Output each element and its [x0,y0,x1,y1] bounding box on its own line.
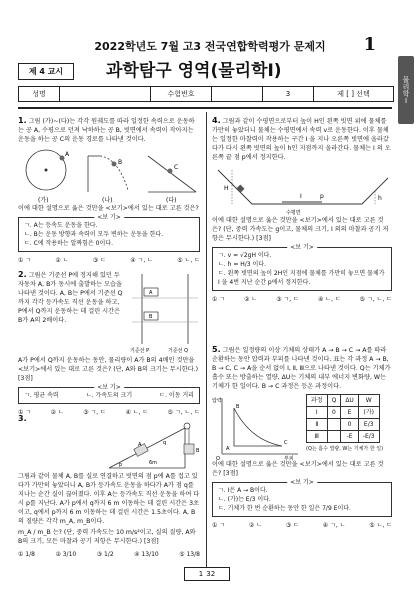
bogi-box [212,244,392,291]
q3-figure [105,414,199,472]
choice-4[interactable]: ④ ㄴ, ㄷ [317,296,341,303]
bogi-item: ㄱ. 평균 속력 [24,392,59,399]
table-cell [327,431,341,443]
choice-3[interactable]: ③ 1/2 [96,551,114,558]
table-header: Q [327,395,341,407]
table-cell: -E/3 [358,431,379,443]
subject-side-tab: 물리학Ⅰ [398,56,414,124]
bogi-box [18,384,200,404]
name-field[interactable] [60,87,151,101]
table-row [307,431,380,443]
line-q-label: 기준선 Q [168,348,189,354]
choice-3[interactable]: ③ ㄷ [285,522,299,529]
table-cell: Ⅰ [307,407,328,419]
select-label: 제 [ ] 선택 [337,90,370,98]
fig-label: (다) [166,197,177,204]
question-1 [18,116,200,265]
choice-1[interactable]: ① 1/8 [18,551,35,558]
table-cell: E/3 [358,419,379,431]
question-2 [18,270,200,417]
q5-pv-graph [212,394,300,460]
bogi-box [18,214,200,252]
bogi-item: ㄱ. v = √2gH 이다. [218,252,272,259]
q2-figure [128,270,200,354]
question-prompt: 이에 대한 설명으로 옳은 것만을 <보기>에서 있는 대로 고른 것은? (단, 중력 가속도는 g이고, 물체의 크기, I 외의 마찰과 공기 저항은 무시한다.) [3점] [212,217,389,242]
question-number: 4. [212,116,221,125]
block-b-label: B [196,448,200,454]
bogi-item: ㄴ. 가속도의 크기 [85,392,133,399]
region-label: I [300,193,302,200]
choice-4[interactable]: ④ ㄱ, ㄴ [130,257,153,264]
question-text-2: A가 P에서 Q까지 운동하는 동안, 물리량이 A가 B의 4배인 것만을 <보기>에서 있는 대로 고른 것은? (단, A와 B의 크기는 무시한다.) [3점] [18,357,199,382]
header-divider [18,107,392,109]
exam-no-label: 수험번호 [151,87,212,101]
axis-volume-label: 부피 [284,456,294,462]
bogi-item: ㄷ. 왼쪽 빗면의 높이 2H인 지점에 물체를 가만히 놓으면 물체가 I 을 4번 지난 순간 p에서 정지한다. [218,270,385,286]
ground-label: 수평면 [286,210,301,216]
current-page: 1 [198,570,204,578]
choice-1[interactable]: ① ㄱ [18,257,32,264]
question-text: 그림은 기준선 P에 정지해 있던 두 자동차 A, B가 동시에 출발하는 모습을 나타낸 것이다. A, B는 P에서 기준선 Q까지 각각 등가속도 직선 운동을 하고, P에서 Q까지 운동하는 데 걸린 시간은 B가 A의 2배이다. [18,272,123,324]
exam-title: 2022학년도 7월 고3 전국연합학력평가 문제지 [94,40,326,53]
point-label: B [118,159,123,166]
question-3 [18,414,200,559]
state-b-label: B [236,404,240,410]
choice-2[interactable]: ② ㄴ [55,257,69,264]
page-number: 1 [363,34,376,55]
question-number: 2. [18,270,27,279]
table-header: W [358,395,379,407]
question-text: 그림과 같이 수평면으로부터 높이 H인 왼쪽 빗면 위에 물체를 가만히 놓았더니 물체는 수평면에서 속력 v로 운동한다. 이후 물체는 일정한 마찰력이 작용하는 구간 I 을 지나 오른쪽 빗면에 올라갔다가 다시 왼쪽 빗면의 높이 h인 지점까지 올라간다. 물체는 I 의 오른쪽 끝 점 p에서 정지한다. [212,118,391,161]
answer-choices [18,256,200,265]
bogi-title: <보 기> [287,243,317,252]
bogi-item: ㄷ. 기체가 한 번 순환하는 동안 한 일은 7/9 E이다. [218,505,351,512]
choice-1[interactable]: ① ㄱ [212,296,226,303]
line-p-label: 기준선 P [130,348,150,354]
bogi-title: <보 기> [94,383,124,392]
table-row [307,407,380,419]
question-number: 5. [212,345,221,354]
choice-4[interactable]: ④ 13/10 [134,551,159,558]
choice-3[interactable]: ③ ㄱ, ㄷ [276,296,299,303]
question-prompt: 이에 대한 설명으로 옳은 것만을 <보기>에서 있는 대로 고른 것은? [3점] [212,461,384,477]
point-p-label: p [119,462,123,468]
fig-label: (나) [102,197,113,204]
question-number: 3. [18,414,27,423]
choice-1[interactable]: ① ㄱ [212,522,226,529]
choice-2[interactable]: ② ㄴ [50,409,64,416]
choice-5[interactable]: ⑤ 13/8 [179,551,200,558]
bogi-box [212,479,392,517]
choice-4[interactable]: ④ ㄱ, ㄴ [322,522,346,529]
exam-no-field[interactable] [212,87,263,101]
table-cell: 0 [341,419,359,431]
bogi-item: ㄴ. h = H/3 이다. [218,261,267,268]
bogi-title: <보 기> [287,478,317,487]
choice-2[interactable]: ② 3/10 [55,551,77,558]
table-cell: E [341,407,359,419]
question-5 [212,345,392,530]
state-c-label: C [284,440,288,446]
exam-no-value: 3 [263,87,314,101]
bogi-item: ㄷ. 이동 거리 [159,392,194,399]
point-q-label: q [163,440,167,446]
bogi-item: ㄱ. Ⅰ은 A → B이다. [218,487,268,494]
question-text: 그림 (가)~(다)는 각각 원궤도를 따라 일정한 속력으로 운동하는 공 A, 수평으로 던져 낙하하는 공 B, 빗면에서 속력이 작아지는 운동을 하는 공 C의 운동 경로를 나타낸 것이다. [18,118,195,143]
height-small-h-label: h [378,195,382,202]
table-cell: 0 [327,407,341,419]
choice-2[interactable]: ② ㄴ [248,522,263,529]
question-text: 그림은 일정량의 이상 기체의 상태가 A → B → C → A를 따라 순환하는 동안 압력과 부피를 나타낸 것이다. 표는 각 과정 A → B, B → C, C → A을 순서 없이 Ⅰ, Ⅱ, Ⅲ으로 나타낸 것이다. Q는 기체가 흡수 또는 방출하는 열량, ΔU는 기체의 내부 에너지 변화량, W는 기체가 한 일이다. B → C 과정은 등온 과정이다. [212,347,391,390]
bogi-item: ㄷ. C에 작용하는 알짜힘은 0이다. [24,240,114,247]
point-p-label: p [320,193,324,200]
column-divider [206,112,207,567]
choice-2[interactable]: ② ㄴ [244,296,258,303]
bogi-item: ㄴ. (가)는 E/3 이다. [218,496,271,503]
distance-label: 6m [149,460,158,466]
origin-label: O [216,456,220,462]
bogi-item: ㄴ. B는 운동 방향과 속력이 모두 변하는 운동을 한다. [24,231,164,238]
car-a-label: A [149,290,153,296]
height-h-label: H [224,185,229,192]
choice-5[interactable]: ⑤ ㄴ, ㄷ [369,522,392,529]
car-b-label: B [149,314,153,320]
choice-5[interactable]: ⑤ ㄱ, ㄴ, ㄷ [359,296,392,303]
table-header: 과정 [307,395,328,407]
choice-3[interactable]: ③ ㄱ, ㄷ [83,409,106,416]
table-note: (Q는 흡수 열량, W는 기체가 한 일) [306,446,384,452]
table-cell: Ⅱ [307,419,328,431]
question-4 [212,116,392,304]
question-number: 1. [18,116,27,125]
process-table [306,394,380,443]
page-indicator [184,567,230,581]
axis-pressure-label: 압력 [212,398,222,404]
bogi-item: ㄱ. A는 등속도 운동을 한다. [24,222,98,229]
choice-5[interactable]: ⑤ ㄱ, ㄴ, ㄷ [167,409,200,416]
table-cell: Ⅲ [307,431,328,443]
answer-choices [18,550,200,559]
bogi-title: <보 기> [94,213,124,222]
student-info-bar [18,86,394,102]
point-label: A [65,151,70,158]
choice-4[interactable]: ④ ㄴ, ㄷ [125,409,149,416]
question-text: 그림과 같이 물체 A, B를 실로 연결하고 빗면의 점 p에 A를 접고 있다가 가만히 놓았더니 A, B가 등가속도 운동을 하다가 A가 점 q를 지나는 순간 실이 끊어졌다. 이후 A는 등가속도 직선 운동을 하여 다시 p를 지난다. A가 p에서 q까지 6 m 이동하는 데 걸린 시간은 3초이고, q에서 p까지 6 m 이동하는 데 걸린 시간은 1.5초이다. A, B의 질량은 각각 m_A, m_B이다. [18,473,200,525]
fig-label: (가) [38,197,49,204]
answer-choices [212,521,392,530]
choice-5[interactable]: ⑤ ㄴ, ㄷ [177,257,200,264]
q4-figure [212,164,392,216]
table-cell: (가) [358,407,379,419]
question-prompt: 이에 대한 설명으로 옳은 것만을 <보기>에서 있는 대로 고른 것은? [18,205,199,212]
name-label: 성명 [19,87,60,101]
choice-1[interactable]: ① ㄱ [18,409,32,416]
q1-figure [18,146,200,204]
table-cell [327,419,341,431]
state-a-label: A [226,446,230,452]
block-a-label: A [138,442,142,448]
session-label: 제 4 교시 [18,63,74,80]
choice-3[interactable]: ③ ㄷ [92,257,106,264]
table-header: ΔU [341,395,359,407]
question-text-2: m_A / m_B 는? (단, 중력 가속도는 10 m/s²이고, 실의 질량, A와 B의 크기, 모든 마찰과 공기 저항은 무시한다.) [3점] [18,529,196,545]
answer-choices [212,295,392,304]
table-cell: -E [341,431,359,443]
subject-title: 과학탐구 영역(물리학Ⅰ) [106,61,282,81]
total-pages: 32 [206,570,216,578]
table-row [307,419,380,431]
point-label: C [174,164,179,171]
